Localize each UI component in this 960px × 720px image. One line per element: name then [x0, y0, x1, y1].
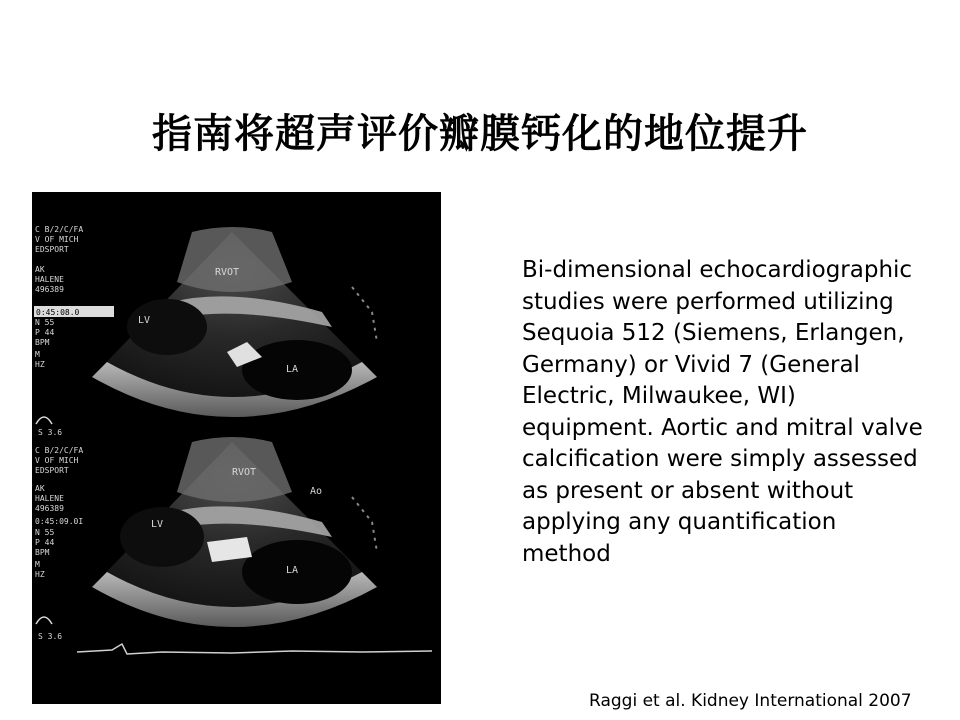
- param-line: M: [35, 350, 40, 359]
- param-line: N 55: [35, 528, 55, 537]
- header-line: EDSPORT: [35, 245, 69, 254]
- echo-svg: [32, 192, 441, 704]
- label-ao-bottom: Ao: [310, 486, 323, 497]
- header-line: HALENE: [35, 275, 64, 284]
- header-line: C B/2/C/FA: [35, 225, 84, 234]
- header-line: 496389: [35, 285, 64, 294]
- param-line: M: [35, 560, 40, 569]
- header-line: V OF MICH: [35, 235, 79, 244]
- ecg-trace: [77, 644, 432, 654]
- time-readout-bottom: 0:45:09.0I: [35, 517, 84, 526]
- param-line: BPM: [35, 548, 50, 557]
- header-line: EDSPORT: [35, 466, 69, 475]
- label-lv-bottom: LV: [151, 519, 164, 530]
- echo-frame-top: [34, 225, 377, 437]
- echo-frame-bottom: [35, 437, 432, 654]
- param-line: BPM: [35, 338, 50, 347]
- param-line: N 55: [35, 318, 55, 327]
- label-rvot-top: RVOT: [215, 267, 240, 278]
- time-readout-top: 0:45:08.0: [36, 308, 80, 317]
- slide-title: 指南将超声评价瓣膜钙化的地位提升: [152, 111, 808, 157]
- param-line: P 44: [35, 328, 55, 337]
- param-line: HZ: [35, 360, 45, 369]
- label-la-top: LA: [286, 364, 299, 375]
- header-line: AK: [35, 265, 45, 274]
- scale-top: S 3.6: [38, 428, 63, 437]
- citation: Raggi et al. Kidney International 2007: [589, 691, 912, 711]
- param-line: HZ: [35, 570, 45, 579]
- scale-bottom: S 3.6: [38, 632, 63, 641]
- header-line: C B/2/C/FA: [35, 446, 84, 455]
- param-line: P 44: [35, 538, 55, 547]
- label-rvot-bottom: RVOT: [232, 467, 257, 478]
- header-line: AK: [35, 484, 45, 493]
- header-line: 496389: [35, 504, 64, 513]
- header-line: HALENE: [35, 494, 64, 503]
- echocardiogram-image: [32, 192, 441, 704]
- label-la-bottom: LA: [286, 565, 299, 576]
- header-line: V OF MICH: [35, 456, 79, 465]
- description-text: Bi-dimensional echocardiographic studies were performed utilizing Sequoia 512 (Siemens, Erlangen, Germany) or Vivid 7 (General Electric, Milwaukee, WI) equipment. Aortic and mitral valve calcification were simply assessed as present or absent without applying any quantification method: [522, 257, 923, 567]
- label-lv-top: LV: [138, 315, 151, 326]
